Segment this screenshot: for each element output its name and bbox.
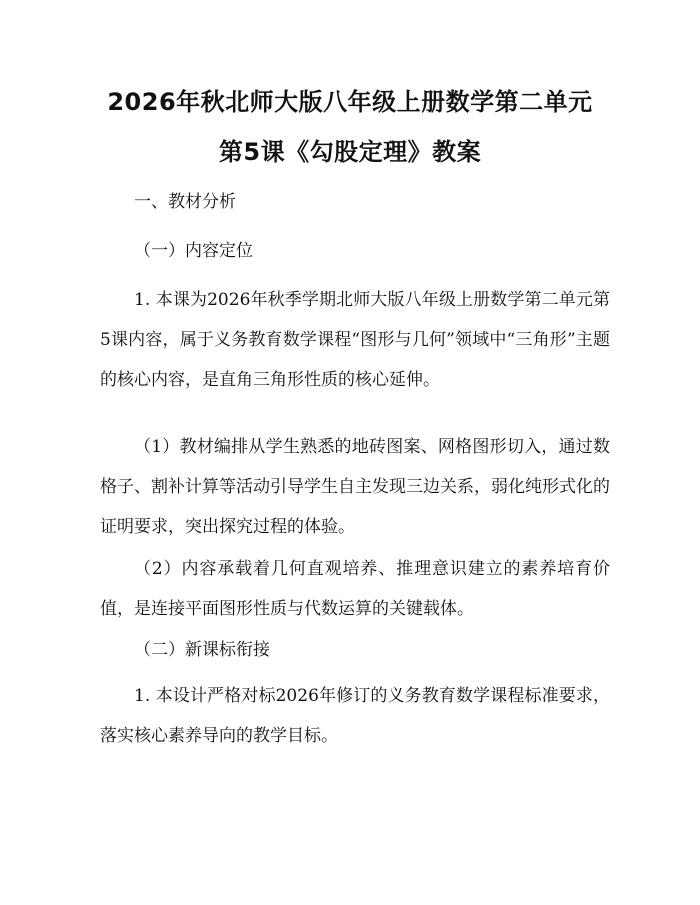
- subsection-heading-1: （一）内容定位: [134, 241, 253, 261]
- paragraph-4: 1. 本设计严格对标2026年修订的义务教育数学课程标准要求，落实核心素养导向的教学目标。: [100, 686, 610, 746]
- paragraph-3: （2）内容承载着几何直观培养、推理意识建立的素养培育价值，是连接平面图形性质与代数运算的关键载体。: [100, 559, 610, 619]
- subsection-heading-2: （二）新课标衔接: [134, 640, 270, 660]
- paragraph-1: 1. 本课为2026年秋季学期北师大版八年级上册数学第二单元第5课内容，属于义务教育数学课程“图形与几何”领域中“三角形”主题的核心内容，是直角三角形性质的核心延伸。: [100, 290, 610, 390]
- paragraph-2: （1）教材编排从学生熟悉的地砖图案、网格图形切入，通过数格子、割补计算等活动引导学生自主发现三边关系，弱化纯形式化的证明要求，突出探究过程的体验。: [100, 437, 610, 537]
- document-title-line-2: 第5课《勾股定理》教案: [218, 138, 482, 166]
- document-title-line-1: 2026年秋北师大版八年级上册数学第二单元: [107, 88, 593, 116]
- section-heading-1: 一、教材分析: [134, 192, 236, 212]
